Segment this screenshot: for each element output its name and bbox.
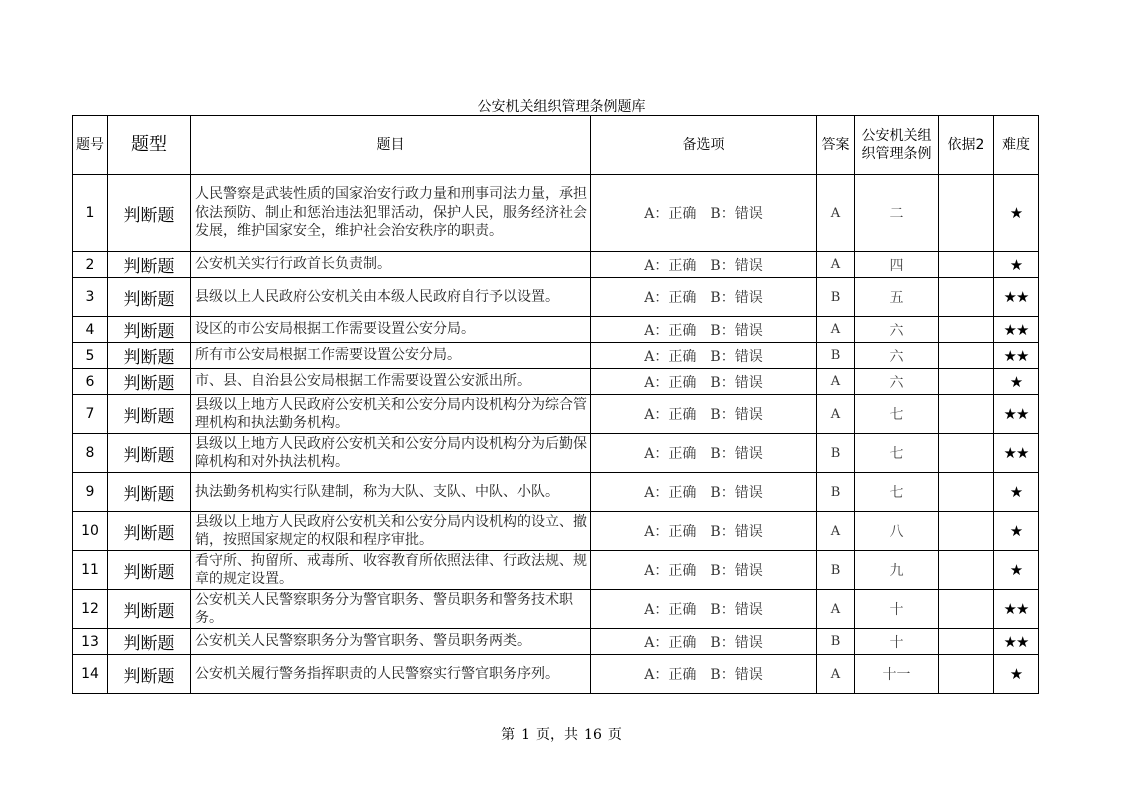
row-num: 9 xyxy=(73,473,108,512)
row-type: 判断题 xyxy=(108,317,191,343)
table-row xyxy=(73,317,1039,343)
header-basis1: 公安机关组织管理条例 xyxy=(855,116,939,175)
footer-page-current: 1 xyxy=(521,727,531,743)
row-num: 14 xyxy=(73,655,108,694)
row-basis2 xyxy=(939,369,994,395)
table-row xyxy=(73,434,1039,473)
header-row xyxy=(73,116,1039,175)
row-basis1: 九 xyxy=(855,551,939,590)
row-num: 4 xyxy=(73,317,108,343)
row-options: A：正确 B：错误 xyxy=(591,369,817,395)
header-options: 备选项 xyxy=(591,116,817,175)
row-type: 判断题 xyxy=(108,512,191,551)
page-footer xyxy=(0,724,1123,744)
table-row xyxy=(73,369,1039,395)
row-answer: A xyxy=(817,512,855,551)
row-difficulty: ★★ xyxy=(994,590,1039,629)
table-row xyxy=(73,252,1039,278)
row-basis2 xyxy=(939,434,994,473)
row-basis1: 十 xyxy=(855,629,939,655)
row-type: 判断题 xyxy=(108,434,191,473)
row-difficulty: ★ xyxy=(994,369,1039,395)
row-num: 8 xyxy=(73,434,108,473)
row-difficulty: ★★ xyxy=(994,343,1039,369)
row-difficulty: ★★ xyxy=(994,629,1039,655)
row-question: 县级以上人民政府公安机关由本级人民政府自行予以设置。 xyxy=(191,278,591,317)
row-num: 3 xyxy=(73,278,108,317)
row-basis2 xyxy=(939,590,994,629)
row-basis1: 二 xyxy=(855,175,939,252)
row-question: 设区的市公安局根据工作需要设置公安分局。 xyxy=(191,317,591,343)
row-num: 12 xyxy=(73,590,108,629)
row-difficulty: ★ xyxy=(994,655,1039,694)
row-type: 判断题 xyxy=(108,175,191,252)
row-answer: B xyxy=(817,278,855,317)
row-answer: B xyxy=(817,343,855,369)
row-answer: A xyxy=(817,395,855,434)
row-question: 公安机关人民警察职务分为警官职务、警员职务两类。 xyxy=(191,629,591,655)
row-answer: B xyxy=(817,434,855,473)
table-row xyxy=(73,590,1039,629)
row-basis2 xyxy=(939,395,994,434)
row-num: 5 xyxy=(73,343,108,369)
row-basis2 xyxy=(939,655,994,694)
row-basis1: 十 xyxy=(855,590,939,629)
row-options: A：正确 B：错误 xyxy=(591,278,817,317)
row-options: A：正确 B：错误 xyxy=(591,655,817,694)
row-basis2 xyxy=(939,252,994,278)
table-row xyxy=(73,473,1039,512)
row-question: 看守所、拘留所、戒毒所、收容教育所依照法律、行政法规、规章的规定设置。 xyxy=(191,551,591,590)
row-difficulty: ★ xyxy=(994,252,1039,278)
row-num: 1 xyxy=(73,175,108,252)
row-options: A：正确 B：错误 xyxy=(591,551,817,590)
row-options: A：正确 B：错误 xyxy=(591,629,817,655)
row-num: 6 xyxy=(73,369,108,395)
row-type: 判断题 xyxy=(108,590,191,629)
row-question: 所有市公安局根据工作需要设置公安分局。 xyxy=(191,343,591,369)
document-title: 公安机关组织管理条例题库 xyxy=(477,99,646,115)
table-row xyxy=(73,175,1039,252)
row-basis1: 四 xyxy=(855,252,939,278)
table-row xyxy=(73,395,1039,434)
footer-page-mid: 页，共 xyxy=(536,727,579,743)
row-difficulty: ★★ xyxy=(994,278,1039,317)
row-type: 判断题 xyxy=(108,551,191,590)
row-num: 2 xyxy=(73,252,108,278)
row-basis1: 七 xyxy=(855,434,939,473)
row-options: A：正确 B：错误 xyxy=(591,590,817,629)
row-basis2 xyxy=(939,551,994,590)
row-basis2 xyxy=(939,629,994,655)
row-type: 判断题 xyxy=(108,655,191,694)
row-difficulty: ★ xyxy=(994,512,1039,551)
row-basis1: 六 xyxy=(855,317,939,343)
row-num: 7 xyxy=(73,395,108,434)
row-difficulty: ★★ xyxy=(994,317,1039,343)
row-answer: A xyxy=(817,655,855,694)
row-type: 判断题 xyxy=(108,278,191,317)
row-basis1: 七 xyxy=(855,395,939,434)
header-difficulty: 难度 xyxy=(994,116,1039,175)
row-type: 判断题 xyxy=(108,629,191,655)
table-row xyxy=(73,655,1039,694)
row-type: 判断题 xyxy=(108,369,191,395)
table-row xyxy=(73,343,1039,369)
row-basis2 xyxy=(939,278,994,317)
table-row xyxy=(73,629,1039,655)
row-question: 县级以上地方人民政府公安机关和公安分局内设机构分为综合管理机构和执法勤务机构。 xyxy=(191,395,591,434)
row-basis2 xyxy=(939,317,994,343)
row-answer: B xyxy=(817,473,855,512)
header-basis2: 依据2 xyxy=(939,116,994,175)
row-options: A：正确 B：错误 xyxy=(591,343,817,369)
row-basis2 xyxy=(939,343,994,369)
row-basis2 xyxy=(939,473,994,512)
row-difficulty: ★ xyxy=(994,175,1039,252)
row-type: 判断题 xyxy=(108,473,191,512)
row-question: 执法勤务机构实行队建制，称为大队、支队、中队、小队。 xyxy=(191,473,591,512)
row-options: A：正确 B：错误 xyxy=(591,473,817,512)
row-difficulty: ★★ xyxy=(994,434,1039,473)
row-answer: B xyxy=(817,551,855,590)
header-num: 题号 xyxy=(73,116,108,175)
table-row xyxy=(73,551,1039,590)
row-basis1: 七 xyxy=(855,473,939,512)
question-table xyxy=(72,115,1039,694)
row-answer: A xyxy=(817,317,855,343)
row-difficulty: ★ xyxy=(994,551,1039,590)
header-answer: 答案 xyxy=(817,116,855,175)
row-basis1: 六 xyxy=(855,369,939,395)
row-type: 判断题 xyxy=(108,395,191,434)
row-num: 10 xyxy=(73,512,108,551)
row-answer: A xyxy=(817,369,855,395)
row-question: 市、县、自治县公安局根据工作需要设置公安派出所。 xyxy=(191,369,591,395)
row-basis1: 十一 xyxy=(855,655,939,694)
row-options: A：正确 B：错误 xyxy=(591,395,817,434)
row-question: 县级以上地方人民政府公安机关和公安分局内设机构的设立、撤销，按照国家规定的权限和程序审批。 xyxy=(191,512,591,551)
row-type: 判断题 xyxy=(108,343,191,369)
footer-page-total: 16 xyxy=(584,727,602,743)
table-row xyxy=(73,278,1039,317)
row-question: 县级以上地方人民政府公安机关和公安分局内设机构分为后勤保障机构和对外执法机构。 xyxy=(191,434,591,473)
row-options: A：正确 B：错误 xyxy=(591,252,817,278)
row-basis1: 五 xyxy=(855,278,939,317)
row-answer: B xyxy=(817,629,855,655)
row-difficulty: ★★ xyxy=(994,395,1039,434)
row-num: 13 xyxy=(73,629,108,655)
row-type: 判断题 xyxy=(108,252,191,278)
row-num: 11 xyxy=(73,551,108,590)
row-options: A：正确 B：错误 xyxy=(591,175,817,252)
footer-page-prefix: 第 xyxy=(501,727,516,743)
row-question: 公安机关实行行政首长负责制。 xyxy=(191,252,591,278)
row-question: 公安机关人民警察职务分为警官职务、警员职务和警务技术职务。 xyxy=(191,590,591,629)
row-options: A：正确 B：错误 xyxy=(591,512,817,551)
row-difficulty: ★ xyxy=(994,473,1039,512)
row-answer: A xyxy=(817,175,855,252)
row-options: A：正确 B：错误 xyxy=(591,317,817,343)
footer-page-suffix: 页 xyxy=(607,727,622,743)
table-row xyxy=(73,512,1039,551)
row-basis2 xyxy=(939,175,994,252)
header-question: 题目 xyxy=(191,116,591,175)
row-answer: A xyxy=(817,252,855,278)
row-basis1: 八 xyxy=(855,512,939,551)
row-question: 公安机关履行警务指挥职责的人民警察实行警官职务序列。 xyxy=(191,655,591,694)
row-question: 人民警察是武装性质的国家治安行政力量和刑事司法力量，承担依法预防、制止和惩治违法犯罪活动，保护人民，服务经济社会发展，维护国家安全，维护社会治安秩序的职责。 xyxy=(191,175,591,252)
row-answer: A xyxy=(817,590,855,629)
row-options: A：正确 B：错误 xyxy=(591,434,817,473)
header-type: 题型 xyxy=(108,116,191,175)
row-basis1: 六 xyxy=(855,343,939,369)
row-basis2 xyxy=(939,512,994,551)
